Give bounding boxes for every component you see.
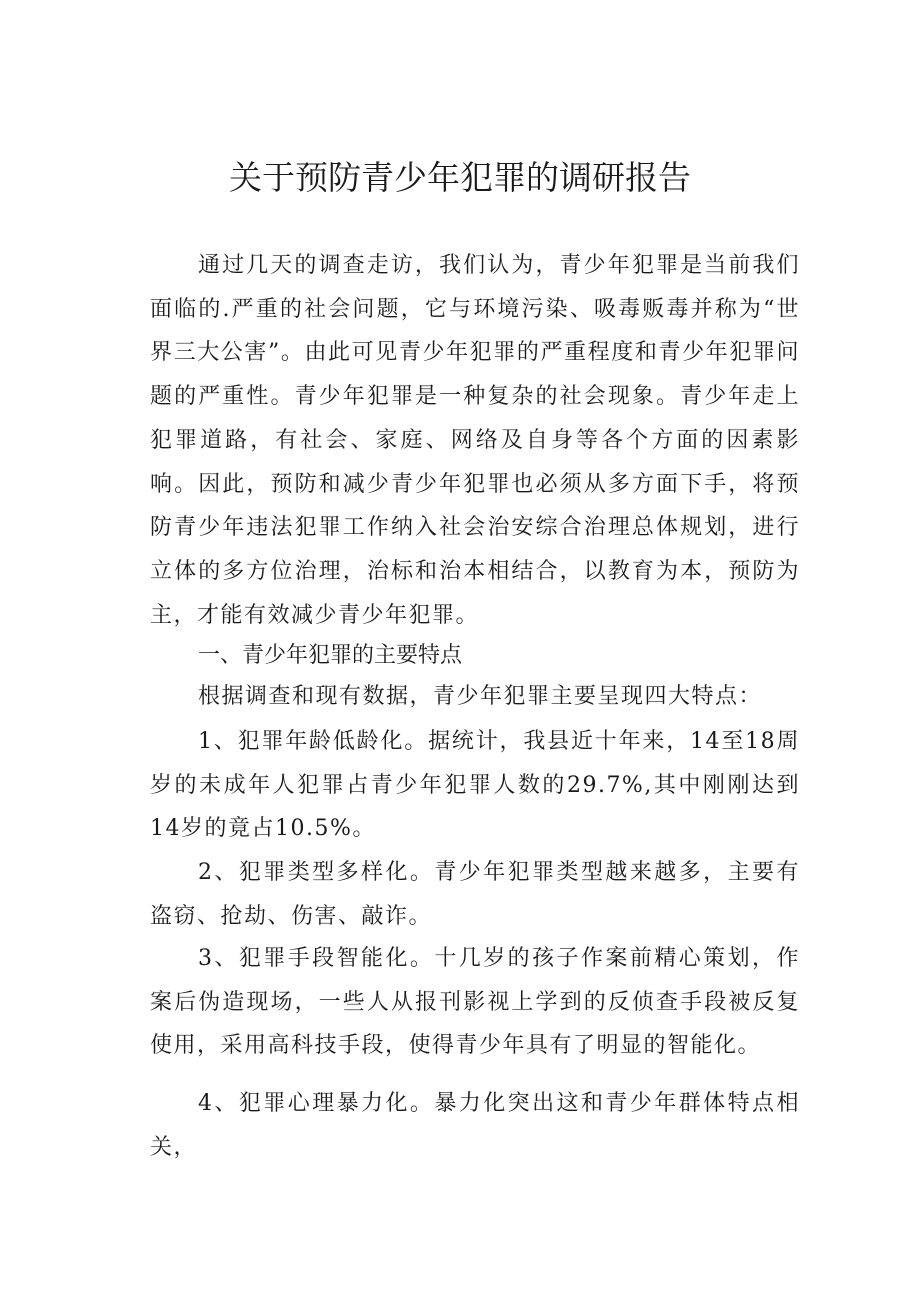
point-4-paragraph: 4、犯罪心理暴力化。暴力化突出这和青少年群体特点相关，	[150, 1091, 800, 1160]
point-1-paragraph: 1、犯罪年龄低龄化。据统计，我县近十年来，14至18周岁的未成年人犯罪占青少年犯罪人数的29.7%,其中刚刚达到14岁的竟占10.5%。	[150, 729, 800, 842]
section-lead-paragraph: 根据调查和现有数据，青少年犯罪主要呈现四大特点：	[198, 684, 763, 709]
point-3-paragraph: 3、犯罪手段智能化。十几岁的孩子作案前精心策划，作案后伪造现场，一些人从报刊影视上学到的反侦查手段被反复使用，采用高科技手段，使得青少年具有了明显的智能化。	[150, 946, 800, 1059]
point-2-paragraph: 2、犯罪类型多样化。青少年犯罪类型越来越多，主要有盗窃、抢劫、伤害、敲诈。	[150, 860, 800, 929]
section-heading: 一、青少年犯罪的主要特点	[198, 643, 463, 668]
document-title: 关于预防青少年犯罪的调研报告	[229, 158, 691, 197]
intro-paragraph: 通过几天的调查走访，我们认为，青少年犯罪是当前我们面临的.严重的社会问题，它与环境污染、吸毒贩毒并称为“世界三大公害”。由此可见青少年犯罪的严重程度和青少年犯罪问题的严重性。青少年犯罪是一种复杂的社会现象。青少年走上犯罪道路，有社会、家庭、网络及自身等各个方面的因素影响。因此，预防和减少青少年犯罪也必须从多方面下手，将预防青少年违法犯罪工作纳入社会治安综合治理总体规划，进行立体的多方位治理，治标和治本相结合，以教育为本，预防为主，才能有效减少青少年犯罪。	[150, 253, 800, 628]
